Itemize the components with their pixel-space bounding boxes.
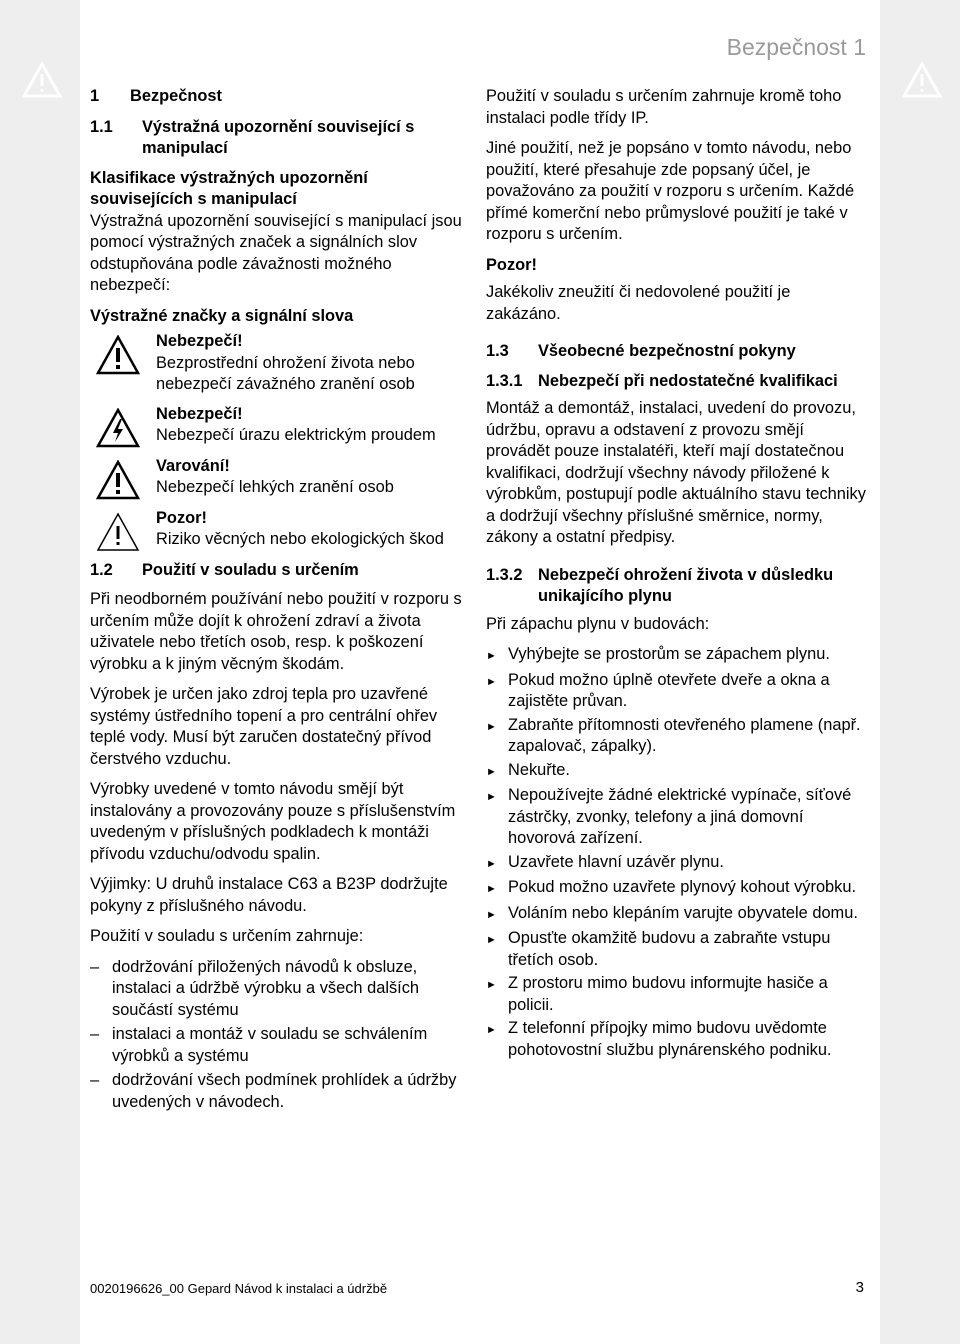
right-margin-strip xyxy=(880,0,960,1344)
section-heading-1-2 xyxy=(90,560,468,582)
warning-title: Pozor! xyxy=(156,508,207,527)
electric-shock-icon xyxy=(96,408,140,448)
classification-title: Klasifikace výstražných upozornění souvisejících s manipulací xyxy=(90,168,368,208)
subsection-number: 1.3.1 xyxy=(486,371,523,390)
subsection-title: Nebezpečí při nedostatečné kvalifikaci xyxy=(538,371,838,390)
list-item: ► Z telefonní přípojky mimo budovu uvědomte pohotovostní službu plynárenského podniku. xyxy=(486,1019,832,1059)
subsection-heading-1-3-1 xyxy=(486,371,866,393)
list-item: – dodržování všech podmínek prohlídek a údržby uvedených v návodech. xyxy=(90,1071,457,1111)
warning-notice xyxy=(90,508,468,552)
page-number: 3 xyxy=(855,1279,864,1296)
section-title: Výstražná upozornění související s manipulací xyxy=(142,117,415,157)
subsection-number: 1.3.2 xyxy=(486,565,523,584)
warning-title: Nebezpečí! xyxy=(156,332,243,350)
paragraph: Použití v souladu s určením zahrnuje kromě toho instalaci podle třídy IP. xyxy=(486,87,842,127)
list-item: ► Vyhýbejte se prostorům se zápachem plynu. xyxy=(486,645,830,663)
list-item: ► Z prostoru mimo budovu informujte hasiče a policii. xyxy=(486,974,828,1014)
paragraph: Jiné použití, než je popsáno v tomto návodu, nebo použití, které přesahuje zde popsaný účel, je považováno za použití v rozporu s určením. Každé přímé komerční nebo průmyslové použití je také v rozporu s určením. xyxy=(486,139,855,243)
warning-exclamation-icon xyxy=(96,460,140,500)
left-margin-strip xyxy=(0,0,80,1344)
warning-text: Bezprostřední ohrožení života nebo nebezpečí závažného zranění osob xyxy=(156,353,415,393)
section-number: 1.2 xyxy=(90,560,113,579)
section-heading-1-3 xyxy=(486,341,866,363)
arrow-list xyxy=(486,644,866,1061)
footer-doc-info: 0020196626_00 Gepard Návod k instalaci a údržbě xyxy=(90,1281,388,1296)
list-item: ► Nepoužívejte žádné elektrické vypínače, síťové zástrčky, zvonky, telefony a jiná domovní hovorová zařízení. xyxy=(486,786,852,847)
warning-electric xyxy=(90,404,468,448)
section-number: 1.3 xyxy=(486,342,509,360)
list-item: ► Pokud možno uzavřete plynový kohout výrobku. xyxy=(486,878,857,896)
warning-title: Varování! xyxy=(156,456,230,475)
list-item: ► Voláním nebo klepáním varujte obyvatele domu. xyxy=(486,903,858,922)
paragraph: Použití v souladu s určením zahrnuje: xyxy=(90,927,364,945)
section-title: Použití v souladu s určením xyxy=(142,560,359,579)
list-item: ► Nekuřte. xyxy=(486,760,570,779)
caution-exclamation-icon xyxy=(96,512,140,552)
paragraph: Výrobky uvedené v tomto návodu smějí být instalovány a provozovány pouze s příslušenstvím uvedeným v příslušných podkladech k montáži přívodu vzduchu/odvodu spalin. xyxy=(90,780,456,863)
warning-triangle-icon xyxy=(22,62,62,98)
section-header: Bezpečnost 1 xyxy=(726,34,866,60)
paragraph: Jakékoliv zneužití či nedovolené použití je zakázáno. xyxy=(486,283,791,323)
list-item: ► Opusťte okamžitě budovu a zabraňte vstupu třetích osob. xyxy=(486,929,831,969)
list-item: – dodržování přiložených návodů k obsluze, instalaci a údržbě výrobku a všech dalších součástí systému xyxy=(90,957,420,1019)
subsection-heading-1-3-2 xyxy=(486,565,866,608)
warning-text: Nebezpečí lehkých zranění osob xyxy=(156,478,394,496)
paragraph: Při zápachu plynu v budovách: xyxy=(486,614,710,633)
chapter-heading xyxy=(90,86,468,108)
paragraph: Výjimky: U druhů instalace C63 a B23P dodržujte pokyny z příslušného návodu. xyxy=(90,875,448,915)
list-item: ► Uzavřete hlavní uzávěr plynu. xyxy=(486,852,724,871)
section-number: 1.1 xyxy=(90,117,113,136)
chapter-title: Bezpečnost xyxy=(130,87,222,105)
warning-text: Nebezpečí úrazu elektrickým proudem xyxy=(156,426,436,444)
notice-title: Pozor! xyxy=(486,255,537,274)
warning-caution xyxy=(90,456,468,500)
classification-text: Výstražná upozornění související s manipulací jsou pomocí výstražných značek a signálních slov odstupňována podle závažnosti možného nebezpečí: xyxy=(90,211,462,294)
warning-triangle-icon xyxy=(902,62,942,98)
warning-danger xyxy=(90,331,468,396)
dash-list xyxy=(90,957,468,1114)
warning-title: Nebezpečí! xyxy=(156,404,243,423)
chapter-number: 1 xyxy=(90,87,100,105)
paragraph: Montáž a demontáž, instalaci, uvedení do provozu, údržbu, opravu a odstavení z provozu smějí provádět pouze instalatéři, kteří mají dostatečnou kvalifikaci, dodržují všechny návody přiložené k výrobkům, postupují podle aktuálního stavu techniky a dodržují všechny příslušné směrnice, normy, zákony a ostatní předpisy. xyxy=(486,399,866,546)
list-item: – instalaci a montáž v souladu se schválením výrobků a systému xyxy=(90,1025,428,1065)
list-item: ► Zabraňte přítomnosti otevřeného plamene (např. zapalovač, zápalky). xyxy=(486,715,861,755)
section-title: Všeobecné bezpečnostní pokyny xyxy=(538,342,796,360)
danger-exclamation-icon xyxy=(96,335,140,375)
section-heading-1-1 xyxy=(90,117,468,160)
warning-text: Riziko věcných nebo ekologických škod xyxy=(156,530,444,548)
signs-title: Výstražné značky a signální slova xyxy=(90,306,354,325)
right-column xyxy=(486,86,866,1063)
list-item: ► Pokud možno úplně otevřete dveře a okna a zajistěte průvan. xyxy=(486,670,830,710)
paragraph: Při neodborném používání nebo použití v rozporu s určením může dojít k ohrožení zdraví a života uživatele nebo třetích osob, resp. k poškození výrobku a k jiným věcným škodám. xyxy=(90,590,462,673)
left-column xyxy=(90,86,468,1116)
paragraph: Výrobek je určen jako zdroj tepla pro uzavřené systémy ústředního topení a pro centrální ohřev teplé vody. Musí být zaručen dostatečný přívod čerstvého vzduchu. xyxy=(90,685,438,768)
subsection-title: Nebezpečí ohrožení života v důsledku unikajícího plynu xyxy=(538,565,834,605)
